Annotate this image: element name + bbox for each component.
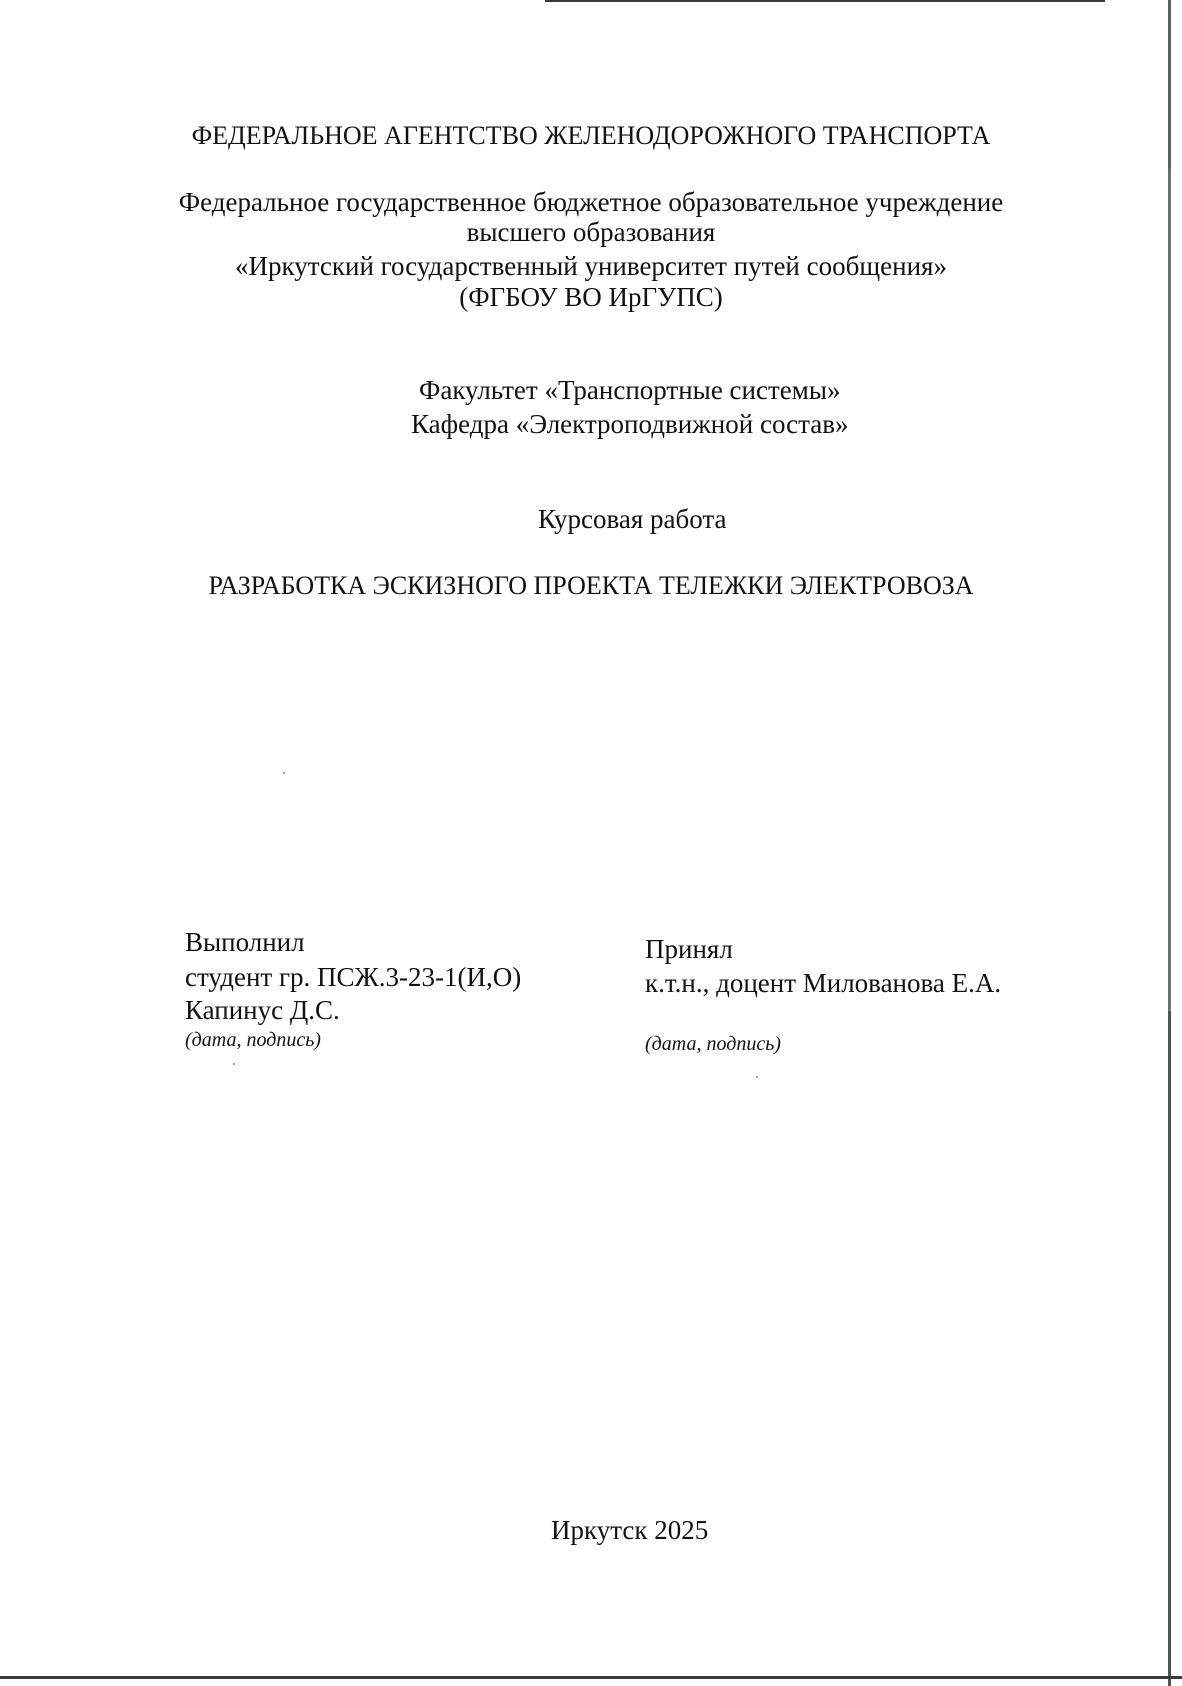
- scan-speck: [283, 772, 285, 774]
- work-title: РАЗРАБОТКА ЭСКИЗНОГО ПРОЕКТА ТЕЛЕЖКИ ЭЛЕКТРОВОЗА: [208, 571, 974, 600]
- institution-line-2: высшего образования: [466, 217, 716, 247]
- scan-speck: [233, 1063, 235, 1065]
- agency-heading: ФЕДЕРАЛЬНОЕ АГЕНТСТВО ЖЕЛЕНОДОРОЖНОГО ТРАНСПОРТА: [191, 121, 991, 150]
- supervisor-name: к.т.н., доцент Милованова Е.А.: [645, 968, 1002, 998]
- scan-edge-bottom: [0, 1676, 1182, 1679]
- student-group: студент гр. ПСЖ.3-23-1(И,О): [185, 962, 522, 992]
- institution-abbreviation: (ФГБОУ ВО ИрГУПС): [459, 282, 723, 312]
- institution-line-1: Федеральное государственное бюджетное образовательное учреждение: [178, 187, 1004, 217]
- performed-label: Выполнил: [185, 927, 305, 957]
- student-signature-hint: (дата, подпись): [185, 1029, 321, 1051]
- student-name: Капинус Д.С.: [185, 995, 340, 1025]
- scan-edge-top: [545, 0, 1105, 2]
- city-year: Иркутск 2025: [551, 1515, 709, 1545]
- scan-speck: [756, 1076, 758, 1078]
- institution-line-3: «Иркутский государственный университет путей сообщения»: [235, 251, 947, 281]
- work-type: Курсовая работа: [538, 504, 727, 534]
- supervisor-signature-hint: (дата, подпись): [645, 1033, 781, 1055]
- chair-name: Кафедра «Электроподвижной состав»: [411, 409, 849, 439]
- faculty-name: Факультет «Транспортные системы»: [419, 375, 841, 405]
- accepted-label: Принял: [645, 934, 733, 964]
